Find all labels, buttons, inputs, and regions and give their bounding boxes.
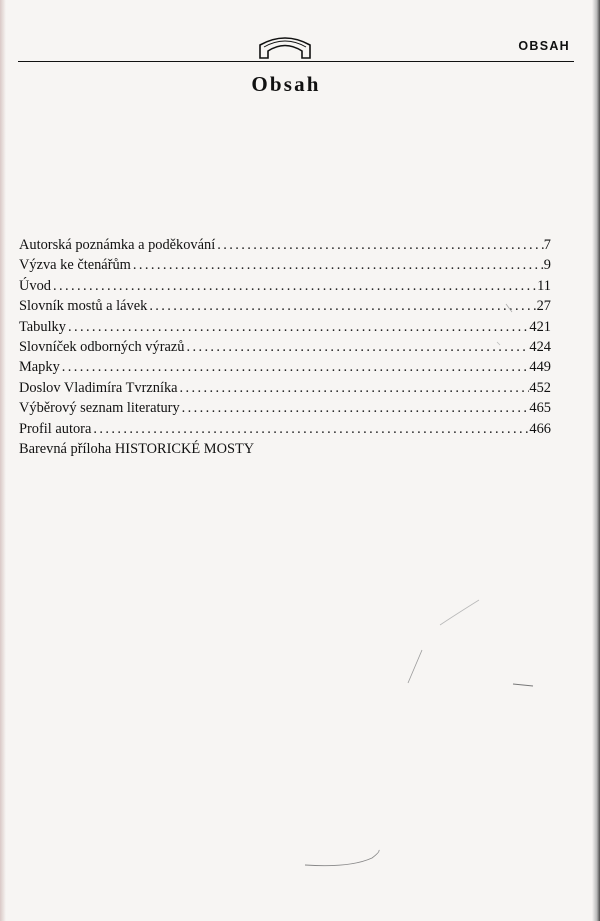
toc-entry: [19, 357, 551, 377]
toc-entry: [19, 398, 551, 418]
running-header: [18, 28, 574, 62]
toc-entry-label: Doslov Vladimíra Tvrzníka: [19, 379, 178, 396]
toc-leader: [51, 276, 537, 296]
toc-entry-label: Slovník mostů a lávek: [19, 298, 148, 315]
toc-entry-page: 452: [529, 379, 551, 396]
toc-entry: [19, 419, 551, 439]
toc-entry-label: Výzva ke čtenářům: [19, 257, 131, 274]
toc-leader: [147, 296, 536, 316]
toc-entry-label: Úvod: [19, 277, 51, 294]
toc-leader: [66, 317, 529, 337]
toc-entry-page: 424: [529, 338, 551, 355]
page-title: Obsah: [251, 72, 321, 96]
toc-entry: [19, 255, 551, 275]
toc-entry-label: Barevná příloha HISTORICKÉ MOSTY: [19, 440, 255, 457]
toc-entry: [19, 276, 551, 296]
toc-leader: [131, 255, 544, 275]
toc-entry: [19, 378, 551, 398]
toc-entry: [19, 296, 551, 316]
toc-leader: [60, 357, 530, 377]
toc-entry-page: 9: [543, 257, 551, 274]
toc-entry-page: 421: [529, 318, 551, 335]
page-edge-left: [0, 0, 6, 921]
header-label: OBSAH: [518, 39, 570, 53]
toc-entry: [19, 235, 551, 255]
bridge-arch-icon: [258, 32, 312, 60]
toc-leader: [184, 337, 529, 357]
toc-entry-label: Výběrový seznam literatury: [19, 400, 180, 417]
toc-entry-label: Slovníček odborných výrazů: [19, 338, 185, 355]
toc-entry-label: Tabulky: [19, 318, 66, 335]
toc-leader: [215, 235, 544, 255]
toc-entry-page: 449: [529, 359, 551, 376]
toc-entry-label: Mapky: [19, 359, 60, 376]
table-of-contents: [19, 235, 551, 459]
header-rule: [18, 61, 574, 62]
toc-leader: [91, 419, 529, 439]
page-edge-right: [592, 0, 600, 921]
toc-leader: [180, 398, 530, 418]
toc-leader: [178, 378, 530, 398]
toc-entry-page: 27: [536, 298, 551, 315]
toc-entry-page: 11: [537, 277, 551, 294]
toc-entry-label: Profil autora: [19, 420, 92, 437]
toc-entry-page: 466: [529, 420, 551, 437]
toc-entry-appendix: [19, 439, 551, 459]
toc-entry-page: 7: [543, 237, 551, 253]
toc-entry-label: Autorská poznámka a poděkování: [19, 237, 216, 253]
toc-entry: [19, 317, 551, 337]
toc-entry: [19, 337, 551, 357]
toc-entry-page: 465: [529, 400, 551, 417]
